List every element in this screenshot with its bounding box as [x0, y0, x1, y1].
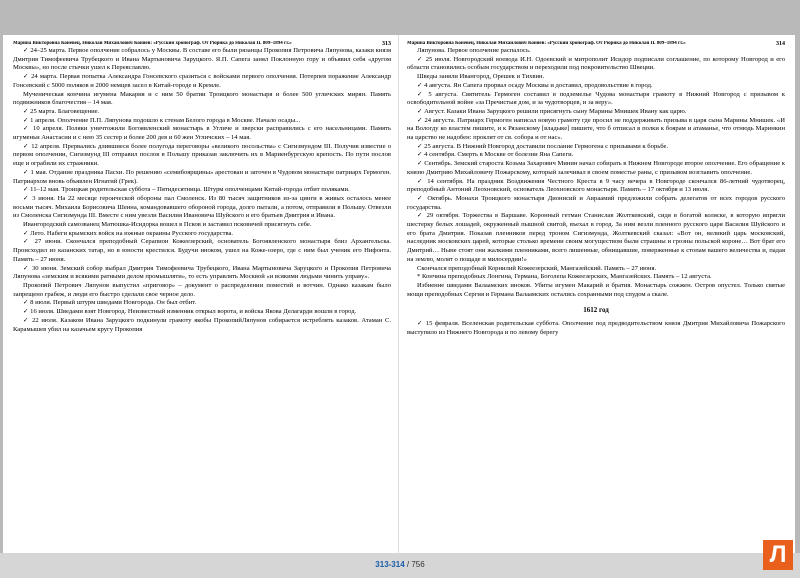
page-total: 756 — [411, 560, 425, 569]
entry-paragraph: ✓ 4 сентября. Смерть в Москве от болезни Яна Сапеги. — [417, 151, 574, 159]
entry-paragraph: ✓ 25 июля. Новгородский воевода И.Н. Одоевский и митрополит Исидор подписали соглашение, по которому Новгород и его области становились особым государством и переходили под покровительство Швеции. — [407, 55, 785, 72]
entry-paragraph: ✓ 25 августа. В Нижний Новгород доставили послание Гермогена с призывами к борьбе. — [417, 142, 669, 150]
entry-paragraph: ✓ 24–25 марта. Первое ополчение собралось у Москвы. В составе его были рязанцы Прокопия Петровича Ляпунова, казаки князя Дмитрия Тимофеевича Трубецкого и Ивана Мартыновича Заруцкого. Я.П. Сапега занял Поклонную гору и объявил себя «другом Москвы», но после стычки ушел к Переяславлю. — [13, 47, 391, 72]
page-gutter — [398, 35, 399, 553]
litres-logo-icon[interactable]: Л — [763, 540, 793, 570]
entry-paragraph: ✓ Сентябрь. Земский староста Козьма Захарович Минин начал собирать в Нижнем Новгороде второе ополчение. Его обращение к князю Дмитрию Михайловичу Пожарскому, который залечивал в своем поместье раны, с призывом возглавить ополчение. — [407, 160, 785, 176]
entry-paragraph: ✓ Лето. Набеги крымских войск на южные окраины Русского государства. — [23, 229, 234, 237]
entry-paragraph: ✓ 1 апреля. Ополчение П.П. Ляпунова подошло к стенам Белого города в Москве. Начало осады... — [23, 116, 301, 124]
entry-paragraph: Шведы заняли Ивангород, Орешек и Тихвин. — [417, 73, 545, 81]
entry-paragraph: ✓ Август. Казаки Ивана Заруцкого решили присягнуть сыну Марины Мнишек Ивану как царю. — [417, 107, 687, 115]
right-page-number: 314 — [776, 41, 785, 47]
entry-paragraph: * Кончина преподобных Лонгина, Германа, Боголепа Кожеезерских, Мангазейских. Память – 12 августа. — [417, 273, 712, 281]
right-entries-after — [407, 320, 785, 337]
left-page — [13, 41, 391, 551]
entry-paragraph: ✓ 25 марта. Благовещение. — [23, 107, 100, 115]
entry-paragraph: Избиение шведами Валаамских иноков. Убиты игумен Макарий и братия. Монастырь сожжен. Остров опустел. Только святые мощи преподобных Сергия и Германа Валаамских остались сохранными под спудом а скале. — [407, 281, 785, 298]
entry-paragraph: ✓ 4 августа. Ян Сапега прорвал осаду Москвы и доставил, продовольствие в город. — [417, 81, 653, 89]
entry-paragraph: Скончался преподобный Корнилий Кожеезерский, Мангазейский. Память – 27 июня. — [417, 264, 657, 272]
viewer-footer — [0, 553, 800, 578]
entry-paragraph: ✓ 24 марта. Первая попытка Александра Гонсевского сразиться с войсками первого ополчения. Потерпев поражение Александр Гонсевский с 5000 поляков и 2000 немцев засел в Китай-городе и Кремле. — [13, 73, 391, 89]
book-spread — [3, 35, 795, 553]
page-indicator[interactable] — [0, 560, 800, 569]
entry-paragraph: ✓ 22 июля. Казаком Ивана Заруцкого подкинули грамоту якобы ПрокопийЛяпунов собирается истреблять казаков. Атаман С. Карамышев убил на казачьем кругу Прокопия — [13, 316, 391, 333]
entry-paragraph: Мученическая кончина игумена Макария и с ним 50 братии Троицкого монастыря и более 500 угличских мирян. Память подвижников благочестия – 14 мая. — [13, 90, 391, 107]
right-header-text: Марина Викторовна Коневец, Николай Михайлович Коняев: «Русский хронограф. От Рюрика до Николая II. 809–1894 гг.» — [407, 41, 686, 46]
entry-paragraph: ✓ Октябрь. Монахи Троицкого монастыря Дионисий и Авраамий предложили собрать делегатов от всех городов русского государства. — [407, 194, 785, 211]
entry-paragraph: ✓ 27 июня. Скончался преподобный Серапион Кожеезерский, основатель Богоявленского монастыря близ Архангельска. Происходил из казанских татар, но в юности крестился. Будучи иноком, ушел на Коже-озеро, где с ним был ученик его Нифонта. Память – 27 июня. — [13, 238, 391, 263]
entry-paragraph: Ивангородский самозванец Матюшка-Исидорка вошел в Псков и заставил псковичей присягнуть себе. — [23, 221, 312, 229]
entry-paragraph: ✓ 16 июля. Шведами взят Новгород. Неизвестный изменник открыл ворота, и войска Якова Делагарди вошли в город. — [23, 308, 357, 316]
left-header-text: Марина Викторовна Коневец, Николай Михайлович Коняев: «Русский хронограф. От Рюрика до Николая II. 809–1894 гг.» — [13, 41, 292, 46]
entry-paragraph: Ляпунова. Первое ополчение распалось. — [417, 47, 531, 54]
entry-paragraph: ✓ 14 сентября. На праздник Воздвижения Честного Креста в 9 часу вечера в Новгороде скончался 86-летний чудотворец, преподобный Антоний Леохновский, основатель Леохновского монастыря. Память – 17 октября и 13 июля. — [407, 177, 785, 194]
entry-paragraph: ✓ 3 июня. На 22 месяце героической обороны пал Смоленск. Из 80 тысяч защитников из-за цинги в живых осталось менее восьми тысяч. Михаила Борисовича Шеина, командовавшего обороной города, долго пытали, а потом, отправили в Польшу. Отвезли из Смоленска Сигизмунда III. Вместе с ним увезли Василия Ивановича Шуйского и его братьев Дмитрия и Ивана. — [13, 194, 391, 220]
entry-paragraph: ✓ 11–12 мая. Троицкая родительская суббота – Пятидесятница. Штурм ополченцами Китай-города отбит поляками. — [23, 186, 350, 194]
year-heading: 1612 год — [583, 306, 609, 315]
entry-paragraph: Прокопий Петрович Ляпунов выпустил «приговор» – документ о распределении поместий и вотчин. Однако казакам было запрещено грабеж, и люди его быстро сделали свое черное дело. — [13, 281, 391, 298]
entry-paragraph: ✓ 1 мая. Отдание праздника Пасхи. По решению «семибоярщины» арестован и заточен в Чудовом монастыре патриарх Гермоген. Патриархом вновь объявлен Игнатий (Грек). — [13, 168, 391, 185]
right-entries — [407, 47, 785, 299]
page-range: 313-314 — [375, 560, 405, 569]
entry-paragraph: ✓ 8 июля. Первый штурм шведами Новгорода. Он был отбит. — [23, 299, 197, 307]
left-entries — [13, 47, 391, 334]
entry-paragraph: ✓ 15 февраля. Вселенская родительская суббота. Ополчение под предводительством князя Дмитрия Михайловича Пожарского выступило из Нижнего Новгорода и по левому берегу — [407, 320, 785, 337]
left-page-number: 313 — [382, 41, 391, 47]
entry-paragraph: ✓ 10 апреля. Поляки уничтожили Богоявленский монастырь в Угличе и зверски расправились с его насельницами. Память игуменьи Анастасии и с нею 35 сестер и более 200 дев и 60 жен Угличских – 14 мая. — [13, 125, 391, 142]
entry-paragraph: ✓ 12 апреля. Прервались длившиеся более полугода переговоры «великого посольства» с Сигизмундом III. Получив известие о первом ополчении, Сигизмунд III отправил послов в Польшу приказав заключить их в Мариенбургскую крепость. По пути послов еще и ограбили их стражники. — [13, 142, 391, 168]
left-page-header — [13, 41, 391, 47]
entry-paragraph: ✓ 24 августа. Патриарх Гермоген написал новую грамоту где просил не поддерживать призыва в царя сына Марины Мнишек. «И на Вологду ко властем пишите, и к Рязанскому [владыке] пишите, что б отписал в полки к боярам и атаманье, что отнюдь Маринкин на царство не надобен: проклят от св. собора и от нас». — [407, 116, 785, 142]
entry-paragraph: ✓ 30 июня. Земский собор выбрал Дмитрия Тимофеевича Трубецкого, Ивана Мартыновича Заруцкого и Прокопия Петровича Ляпунова «земским и всякими ратными делом промышляти», то есть управлять Москвой «и всякими людьми чинить управу». — [13, 264, 391, 281]
page-separator: / — [406, 560, 412, 569]
entry-paragraph: ✓ 5 августа. Святитель Гермоген составил в подземелье Чудова монастыря грамоту в Нижний Новгород с призывом к освободительной войне «за Пречистыя дом, и за чудотворцев, и за веру». — [407, 90, 785, 107]
right-page — [407, 41, 785, 551]
right-page-header — [407, 41, 785, 47]
entry-paragraph: ✓ 29 октября. Торжества в Варшаве. Коронный гетман Станислав Жолткевский, сидя в богатой коляске, в которую впрягли шестерку белых лошадей, окруженный пышной свитой, въехал в город. За ним везли пленного русского царя Василия Шуйского и его брата Дмитрия. Показав пленников перед троном Сигизмунда, Жолткевский сказал: «Вот он, великий царь московский, наследник московских царей, которые столько времени своим могуществом были страшны и грозны польской короне… Вот брат его Дмитрий… Ныне стоят они жалкими пленниками, всего лишенные, обнищавшие, поверженные к стопам вашего величества и, падая на землю, молят о пощаде и милосердии!» — [407, 212, 785, 263]
